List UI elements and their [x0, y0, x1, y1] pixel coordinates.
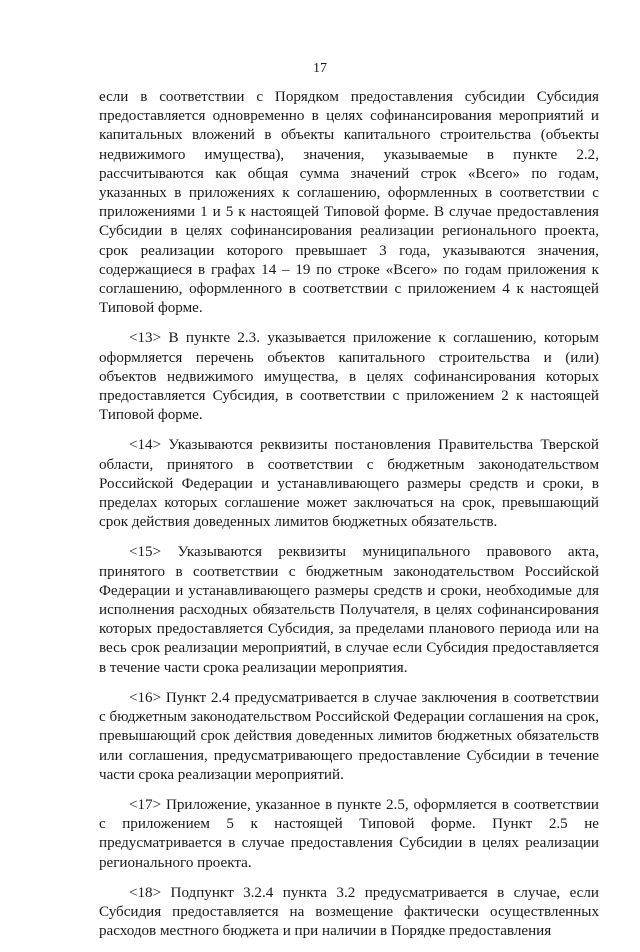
footnote-17: <17> Приложение, указанное в пункте 2.5, оформляется в соответствии с приложением 5 к настоящей Типовой форме. Пункт 2.5 не предусматривается в случае предоставления Субсидии в целях реализации регионального проекта.	[99, 796, 599, 871]
footnote-16: <16> Пункт 2.4 предусматривается в случае заключения в соответствии с бюджетным законодательством Российской Федерации соглашения на срок, превышающий срок действия доведенных лимитов бюджетных обязательств или соглашения, предусматривающего предоставление Субсидии в течение части срока реализации мероприятий.	[99, 689, 599, 783]
document-body	[99, 88, 599, 952]
footnote-14: <14> Указываются реквизиты постановления Правительства Тверской области, принятого в соответствии с бюджетным законодательством Российской Федерации и устанавливающего размеры средств и сроки, в пределах которых соглашение может заключаться на срок, превышающий срок действия доведенных лимитов бюджетных обязательств.	[99, 437, 599, 531]
footnote-15: <15> Указываются реквизиты муниципального правового акта, принятого в соответствии с бюджетным законодательством Российской Федерации и устанавливающего размеры средств и сроки, необходимые для исполнения расходных обязательств Получателя, в целях софинансирования которых предоставляется Субсидия, за пределами планового периода или на весь срок реализации мероприятий, в случае если Субсидия предоставляется в течение части срока реализации мероприятия.	[99, 544, 599, 676]
footnote-13: <13> В пункте 2.3. указывается приложение к соглашению, которым оформляется перечень объектов капитального строительства и (или) объектов недвижимого имущества, в целях софинансирования которых предоставляется Субсидия, в соответствии с приложением 2 к настоящей Типовой форме.	[99, 330, 599, 424]
paragraph-continuation: если в соответствии с Порядком предоставления субсидии Субсидия предоставляется одновременно в целях софинансирования мероприятий и капитальных вложений в объекты капитального строительства (объекты недвижимого имущества), значения, указываемые в пункте 2.2, рассчитываются как общая сумма значений строк «Всего» по годам, указанных в приложениях к соглашению, оформленных в соответствии с приложениями 1 и 5 к настоящей Типовой форме. В случае предоставления Субсидии в целях софинансирования реализации регионального проекта, срок реализации которого превышает 3 года, указываются значения, содержащиеся в графах 14 – 19 по строке «Всего» по годам приложения к соглашению, оформленного в соответствии с приложением 4 к настоящей Типовой форме.	[99, 89, 599, 317]
page-number: 17	[313, 61, 327, 76]
footnote-18: <18> Подпункт 3.2.4 пункта 3.2 предусматривается в случае, если Субсидия предоставляется на возмещение фактически осуществленных расходов местного бюджета и при наличии в Порядке предоставления	[99, 884, 599, 940]
